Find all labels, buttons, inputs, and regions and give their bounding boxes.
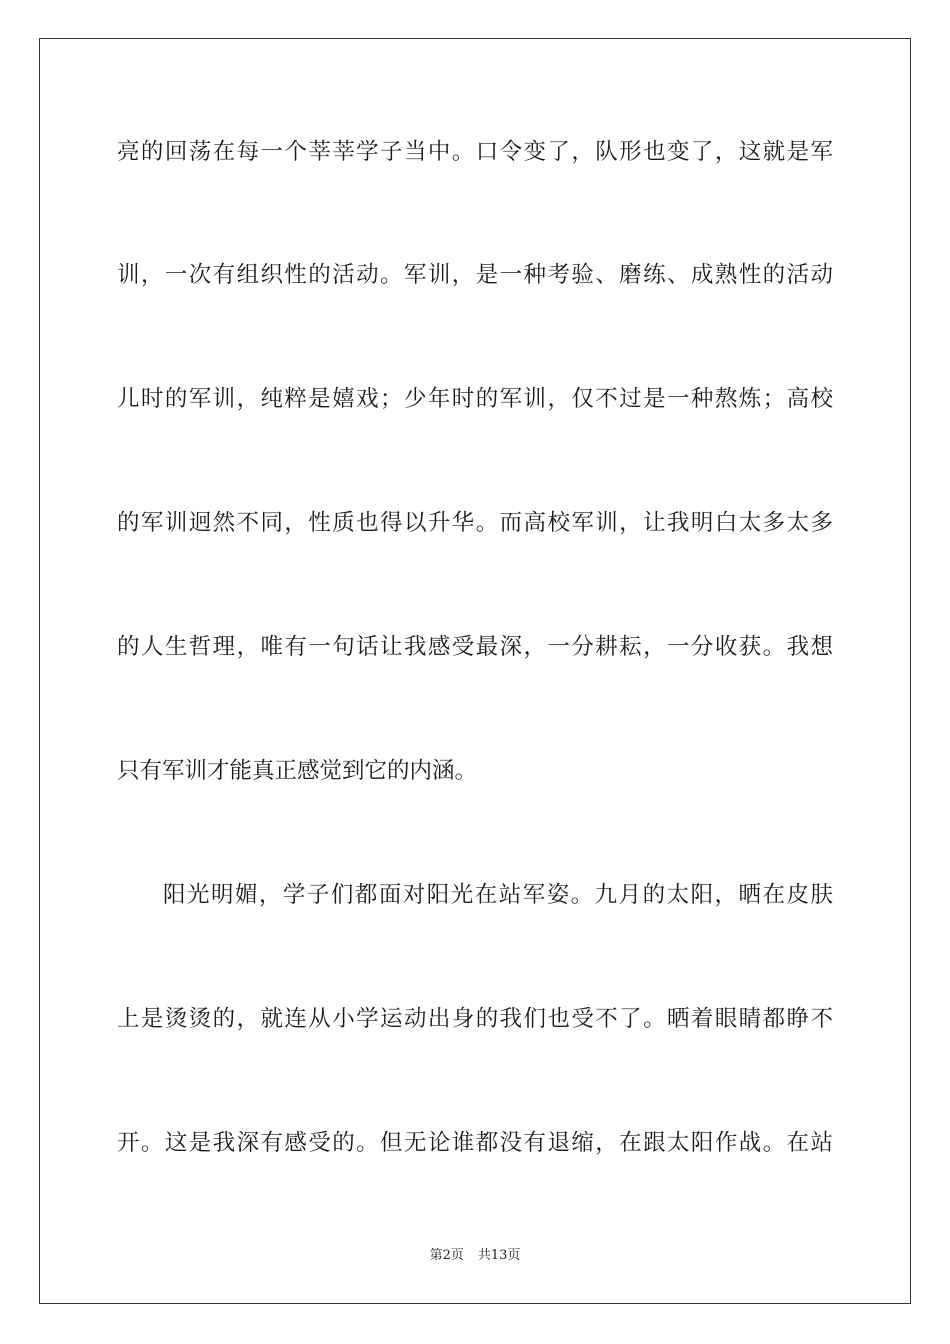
body-text-line-8: 上是烫烫的，就连从小学运动出身的我们也受不了。晒着眼睛都睁不 [117,1006,833,1032]
body-text-line-7: 阳光明媚，学子们都面对阳光在站军姿。九月的太阳，晒在皮肤 [163,882,833,908]
page-footer [0,1247,950,1265]
page-border [39,38,911,1304]
body-text-line-5: 的人生哲理，唯有一句话让我感受最深，一分耕耘，一分收获。我想 [117,634,833,660]
body-text-line-4: 的军训迥然不同，性质也得以升华。而高校军训，让我明白太多太多 [117,510,833,536]
page-total: 共13页 [477,1248,521,1263]
body-text-line-6: 只有军训才能真正感觉到它的内涵。 [117,758,478,784]
body-text-line-3: 儿时的军训，纯粹是嬉戏；少年时的军训，仅不过是一种熬炼；高校 [117,386,833,412]
body-text-line-2: 训，一次有组织性的活动。军训，是一种考验、磨练、成熟性的活动 [117,262,833,288]
body-text-line-9: 开。这是我深有感受的。但无论谁都没有退缩，在跟太阳作战。在站 [117,1130,833,1156]
body-text-line-1: 亮的回荡在每一个莘莘学子当中。口令变了，队形也变了，这就是军 [117,139,833,165]
page-number: 第2页 [429,1248,464,1263]
